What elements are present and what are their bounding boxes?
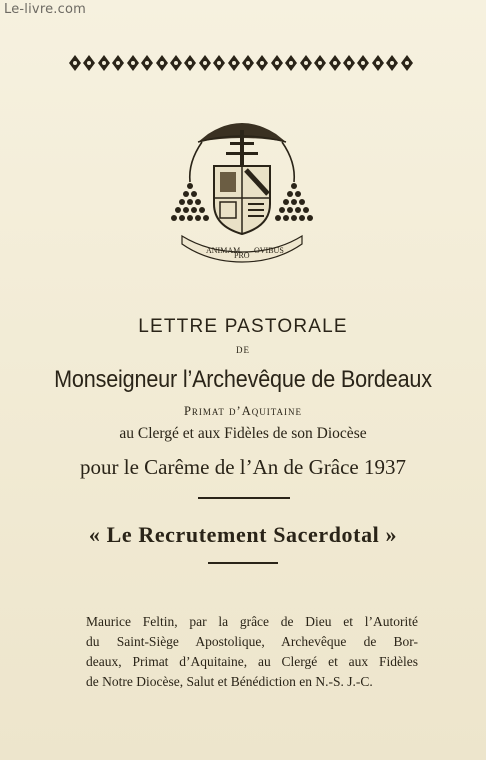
heading-archeveque: Monseigneur l’Archevêque de Bordeaux bbox=[54, 366, 432, 393]
ornament-icon bbox=[400, 54, 414, 72]
body-paragraph bbox=[86, 612, 418, 692]
ornament-border bbox=[68, 54, 414, 72]
heading-lettre-pastorale: LETTRE PASTORALE bbox=[138, 316, 348, 337]
ornament-icon bbox=[328, 54, 342, 72]
ornament-icon bbox=[385, 54, 399, 72]
heading-de: DE bbox=[236, 345, 250, 355]
ornament-icon bbox=[299, 54, 313, 72]
ornament-icon bbox=[140, 54, 154, 72]
divider-rule bbox=[208, 562, 278, 564]
coat-of-arms-icon bbox=[168, 112, 316, 272]
ornament-icon bbox=[284, 54, 298, 72]
ornament-icon bbox=[342, 54, 356, 72]
ornament-icon bbox=[183, 54, 197, 72]
heading-clerge: au Clergé et aux Fidèles de son Diocèse bbox=[119, 425, 367, 442]
ornament-icon bbox=[270, 54, 284, 72]
ornament-icon bbox=[313, 54, 327, 72]
body-line: de Notre Diocèse, Salut et Bénédiction en N.-S. J.-C. bbox=[86, 674, 373, 689]
motto-right: OVIBUS bbox=[254, 246, 284, 255]
ornament-icon bbox=[155, 54, 169, 72]
ornament-icon bbox=[97, 54, 111, 72]
ornament-icon bbox=[227, 54, 241, 72]
heading-careme: pour le Carême de l’An de Grâce 1937 bbox=[80, 455, 406, 479]
ornament-icon bbox=[126, 54, 140, 72]
motto-center: PRO bbox=[234, 251, 250, 260]
ornament-icon bbox=[68, 54, 82, 72]
ornament-icon bbox=[169, 54, 183, 72]
ornament-icon bbox=[356, 54, 370, 72]
ornament-icon bbox=[255, 54, 269, 72]
heading-primat: Primat d’Aquitaine bbox=[183, 404, 303, 418]
ornament-icon bbox=[111, 54, 125, 72]
heading-recrutement: « Le Recrutement Sacerdotal » bbox=[88, 522, 398, 547]
ornament-icon bbox=[371, 54, 385, 72]
body-line: du Saint-Siège Apostolique, Archevêque de Bor- bbox=[86, 634, 418, 649]
body-line: deaux, Primat d’Aquitaine, au Clergé et aux Fidèles bbox=[86, 654, 418, 669]
motto-left: ANIMAM bbox=[206, 246, 241, 255]
body-line: Maurice Feltin, par la grâce de Dieu et l’Autorité bbox=[86, 614, 418, 629]
watermark-text: Le-livre.com bbox=[4, 2, 86, 17]
ornament-icon bbox=[82, 54, 96, 72]
ornament-icon bbox=[198, 54, 212, 72]
ornament-icon bbox=[212, 54, 226, 72]
ornament-icon bbox=[241, 54, 255, 72]
divider-rule bbox=[198, 497, 290, 499]
